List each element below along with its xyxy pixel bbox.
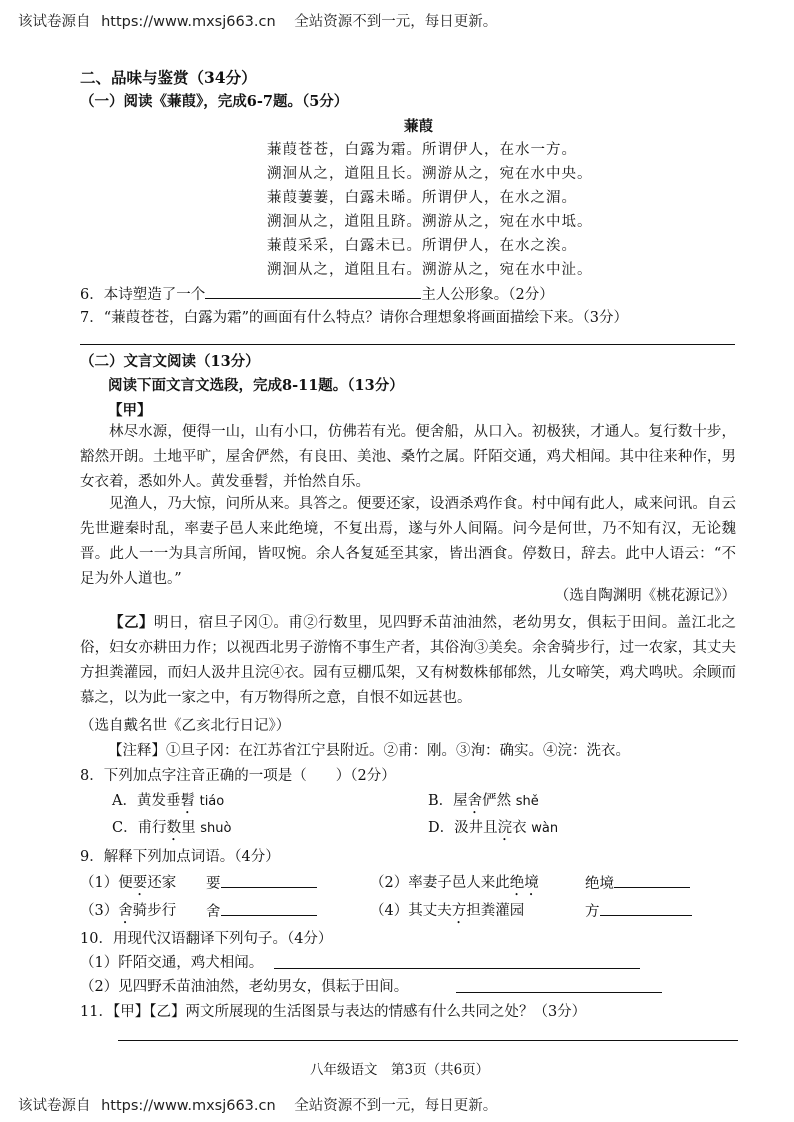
yi-label: 【乙】 [109, 614, 154, 631]
poem-line: 溯洄从之，道阻且跻。溯游从之，宛在水中坻。 [267, 214, 593, 230]
jia-label: 【甲】 [108, 402, 152, 419]
option-text: 汲井且 [454, 820, 498, 836]
item-text: 还家 [147, 875, 177, 891]
q6-before: 6．本诗塑造了一个 [80, 287, 206, 303]
q8-option-d[interactable] [428, 818, 558, 844]
watermark-suffix: 全站资源不到一元，每日更新。 [294, 1098, 498, 1114]
notes: 【注释】①旦子冈：在江苏省江宁县附近。②甫：刚。③洵：确实。④浣：洗衣。 [108, 743, 630, 759]
key-word: 要 [206, 876, 221, 892]
poem-line: 蒹葭萋萋，白露未晞。所谓伊人，在水之湄。 [267, 190, 577, 206]
q11-answer-line[interactable] [118, 1040, 738, 1041]
q6-after: 主人公形象。（2分） [421, 287, 554, 303]
watermark-bottom [18, 1094, 497, 1115]
q10-sentence: （2）见四野禾苗油油然，老幼男女，俱耘于田间。 [80, 979, 409, 995]
q10-answer-line-1[interactable] [274, 968, 640, 969]
pinyin: shě [515, 794, 539, 809]
option-text: 黄发垂 [136, 793, 181, 809]
item-label: （4） [370, 903, 409, 919]
watermark-url: https://www.mxsj663.cn [101, 1098, 276, 1114]
part1-heading: （一）阅读《蒹葭》，完成6-7题。（5分） [80, 93, 349, 110]
key-word: 绝境 [585, 876, 614, 892]
question-9: 9．解释下列加点词语。（4分） [80, 849, 280, 865]
yi-source: （选自戴名世《乙亥北行日记》） [80, 718, 291, 734]
option-text: 里 [181, 820, 196, 836]
poem-line: 蒹葭苍苍，白露为霜。所谓伊人，在水一方。 [267, 142, 577, 158]
q9-blank-1[interactable] [221, 873, 317, 888]
dotted-char: 方 [451, 903, 467, 919]
poem-line: 溯洄从之，道阻且长。溯游从之，宛在水中央。 [267, 166, 593, 182]
q10-sentence: （1）阡陌交通，鸡犬相闻。 [80, 955, 264, 971]
question-10: 10．用现代汉语翻译下列句子。（4分） [80, 931, 333, 947]
key-word: 舍 [206, 904, 221, 920]
q8-option-b[interactable] [428, 791, 539, 817]
option-text: 俨然 [482, 793, 512, 809]
q9-blank-3[interactable] [221, 901, 317, 916]
pinyin: tiáo [199, 794, 225, 809]
q9-item-3 [80, 901, 176, 927]
watermark-prefix: 该试卷源自 [18, 1098, 91, 1114]
section-heading: 二、品味与鉴赏（34分） [80, 68, 257, 87]
item-text: 担粪灌园 [466, 903, 525, 919]
option-text: 甫行 [137, 820, 167, 836]
option-label: C． [112, 820, 138, 836]
item-text: 骑步行 [132, 903, 177, 919]
option-text: 衣 [512, 820, 527, 836]
q9-item-4 [370, 901, 524, 927]
dotted-char: 浣 [497, 820, 513, 836]
question-7: 7．“蒹葭苍苍，白露为霜”的画面有什么特点？请你合理想象将画面描绘下来。（3分） [80, 310, 629, 326]
watermark-url: https://www.mxsj663.cn [101, 14, 276, 30]
part2-instruction: 阅读下面文言文选段，完成8-11题。（13分） [108, 377, 404, 394]
option-text: 屋 [453, 793, 468, 809]
q9-answer-2 [585, 873, 690, 894]
watermark-suffix: 全站资源不到一元，每日更新。 [294, 14, 498, 30]
jia-paragraph-2: 见渔人，乃大惊，问所从来。具答之。便要还家，设酒杀鸡作食。村中闻有此人，咸来问讯。自云先世避秦时乱，率妻子邑人来此绝境，不复出焉，遂与外人间隔。问今是何世，乃不知有汉，无论魏晋。此人一一为具言所闻，皆叹惋。余人各复延至其家，皆出酒食。停数日，辞去。此中人语云：“不足为外人道也。” [80, 496, 736, 587]
q9-answer-4 [585, 901, 692, 922]
yi-paragraph [80, 610, 736, 711]
item-text: 率妻子邑人来此 [408, 875, 510, 891]
dotted-char: 舍 [467, 793, 483, 809]
q9-blank-4[interactable] [600, 901, 692, 916]
q6-answer-blank[interactable] [205, 284, 421, 299]
q7-answer-line[interactable] [80, 344, 735, 345]
watermark-top [18, 10, 497, 31]
pinyin: shuò [200, 821, 232, 836]
dotted-char: 要 [132, 875, 148, 891]
q9-blank-2[interactable] [614, 873, 690, 888]
part2-heading: （二）文言文阅读（13分） [80, 353, 260, 370]
question-8: 8．下列加点字注音正确的一项是（ ）（2分） [80, 768, 396, 784]
poem-title: 蒹葭 [404, 118, 433, 135]
question-11: 11．【甲】【乙】两文所展现的生活图景与表达的情感有什么共同之处？（3分） [80, 1004, 587, 1020]
dotted-char: 数 [166, 820, 182, 836]
option-label: A． [112, 793, 137, 809]
poem-line: 蒹葭采采，白露未已。所谓伊人，在水之涘。 [267, 238, 577, 254]
jia-paragraph-1: 林尽水源，便得一山，山有小口，仿佛若有光。便舍船，从口入。初极狭，才通人。复行数十步，豁然开朗。土地平旷，屋舍俨然，有良田、美池、桑竹之属。阡陌交通，鸡犬相闻。其中往来种作，男女衣着，悉如外人。黄发垂髫，并怡然自乐。 [80, 424, 736, 490]
item-label: （3） [80, 903, 119, 919]
yi-text: 明日，宿旦子冈①。甫②行数里，见四野禾苗油油然，老幼男女，俱耘于田间。盖江北之俗，妇女亦耕田力作；以视西北男子游惰不事生产者，其俗洵③美矣。余舍骑步行，过一农家，其丈夫方担粪灌园，而妇人汲井且浣④衣。园有豆棚瓜架，又有树数株郁郁然，儿女啼笑，鸡犬鸣吠。余顾而慕之，以为此一家之中，有万物得所之意，自恨不如远甚也。 [80, 615, 737, 706]
poem-line: 溯洄从之，道阻且右。溯游从之，宛在水中沚。 [267, 262, 593, 278]
watermark-prefix: 该试卷源自 [18, 14, 91, 30]
option-label: D． [428, 820, 455, 836]
item-text: 便 [118, 875, 133, 891]
dotted-char: 绝境 [509, 875, 539, 891]
option-label: B． [428, 793, 454, 809]
pinyin: wàn [531, 821, 559, 836]
q10-answer-line-2[interactable] [456, 992, 662, 993]
q9-answer-1 [206, 873, 317, 894]
q10-item-2 [80, 977, 408, 997]
item-label: （1） [80, 875, 119, 891]
item-label: （2） [370, 875, 409, 891]
q8-option-a[interactable] [112, 791, 224, 817]
key-word: 方 [585, 904, 600, 920]
dotted-char: 髫 [180, 793, 195, 809]
q9-item-2 [370, 873, 539, 899]
page-footer: 八年级语文 第3页（共6页） [310, 1062, 490, 1078]
q9-item-1 [80, 873, 176, 899]
q10-item-1 [80, 953, 263, 973]
q9-answer-3 [206, 901, 317, 922]
jia-source: （选自陶渊明《桃花源记》） [554, 588, 736, 604]
q8-option-c[interactable] [112, 818, 231, 844]
dotted-char: 舍 [118, 903, 133, 919]
question-6 [80, 284, 554, 305]
item-text: 其丈夫 [408, 903, 452, 919]
